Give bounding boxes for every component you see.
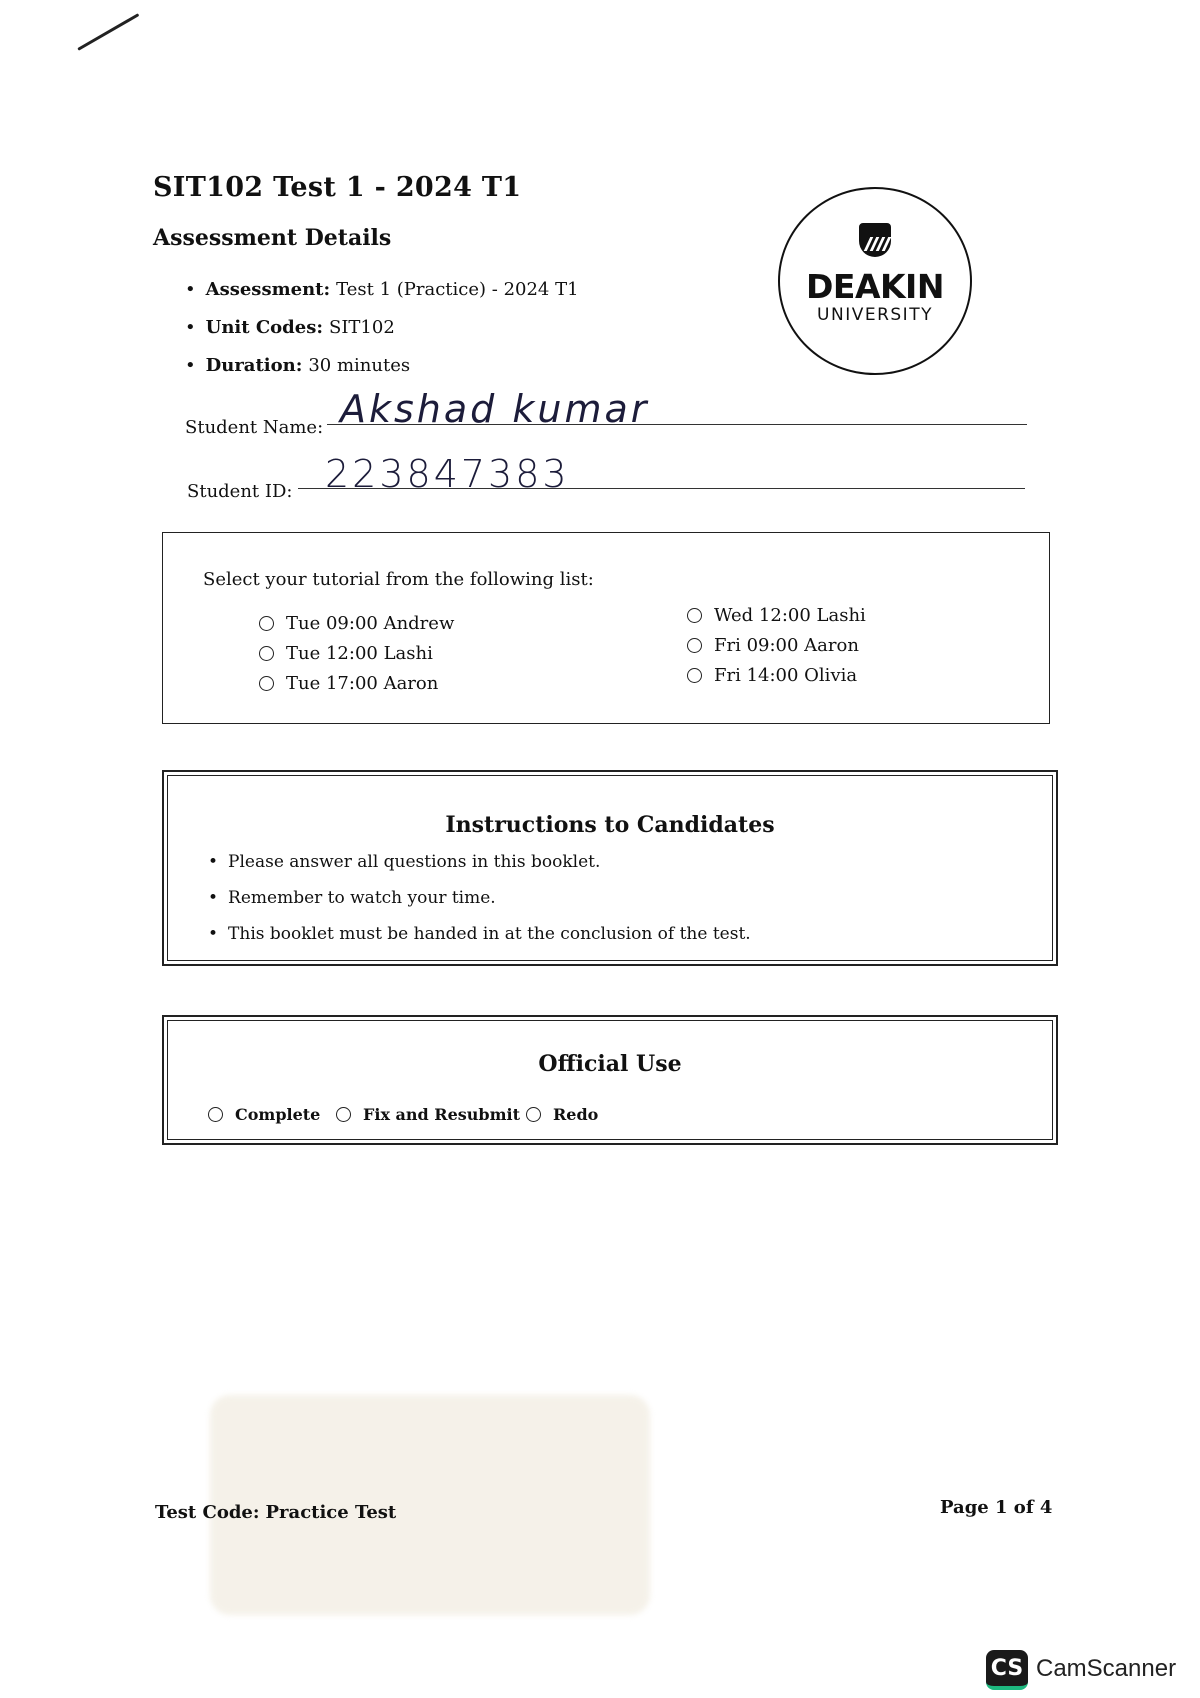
pen-mark: [77, 13, 139, 51]
page-number: Page 1 of 4: [940, 1497, 1053, 1518]
radio-circle-icon: [687, 668, 702, 683]
radio-circle-icon: [687, 638, 702, 653]
student-name-field[interactable]: Akshad kumar: [340, 387, 650, 431]
instructions-box: [162, 770, 1058, 966]
radio-circle-icon: [336, 1107, 351, 1122]
assessment-details-list: [185, 278, 579, 392]
radio-circle-icon: [259, 676, 274, 691]
student-id-field[interactable]: 223847383: [325, 452, 570, 496]
tutorial-option[interactable]: Tue 17:00 Aaron: [259, 673, 438, 694]
tutorial-prompt: Select your tutorial from the following list:: [203, 569, 594, 590]
tutorial-option[interactable]: Fri 14:00 Olivia: [687, 665, 857, 686]
instruction-item: • Please answer all questions in this booklet.: [208, 851, 751, 887]
official-option-fix-resubmit[interactable]: Fix and Resubmit: [336, 1105, 520, 1124]
test-code: Test Code: Practice Test: [155, 1502, 397, 1523]
tutorial-option[interactable]: Wed 12:00 Lashi: [687, 605, 866, 626]
official-use-title: Official Use: [538, 1051, 682, 1077]
official-use-box: [162, 1015, 1058, 1145]
detail-assessment: • Assessment: Test 1 (Practice) - 2024 T1: [185, 278, 579, 316]
detail-duration: • Duration: 30 minutes: [185, 354, 579, 392]
tutorial-option[interactable]: Tue 12:00 Lashi: [259, 643, 433, 664]
university-logo: [778, 187, 972, 375]
radio-circle-icon: [526, 1107, 541, 1122]
radio-circle-icon: [259, 646, 274, 661]
student-name-label: Student Name:: [185, 417, 324, 438]
radio-circle-icon: [208, 1107, 223, 1122]
tutorial-select-box: [162, 532, 1050, 724]
tutorial-option[interactable]: Fri 09:00 Aaron: [687, 635, 859, 656]
section-heading: Assessment Details: [153, 225, 392, 251]
camscanner-watermark: CamScanner: [1036, 1655, 1177, 1682]
radio-circle-icon: [687, 608, 702, 623]
instructions-list: [208, 851, 751, 959]
camscanner-logo-icon: CS: [986, 1650, 1028, 1690]
instruction-item: • This booklet must be handed in at the conclusion of the test.: [208, 923, 751, 959]
student-id-label: Student ID:: [187, 481, 293, 502]
official-option-redo[interactable]: Redo: [526, 1105, 598, 1124]
logo-wordmark: DEAKIN: [806, 267, 944, 306]
page-title: SIT102 Test 1 - 2024 T1: [153, 172, 522, 203]
official-option-complete[interactable]: Complete: [208, 1105, 320, 1124]
radio-circle-icon: [259, 616, 274, 631]
instructions-title: Instructions to Candidates: [445, 812, 775, 838]
shield-icon: [859, 223, 891, 257]
tutorial-option[interactable]: Tue 09:00 Andrew: [259, 613, 454, 634]
logo-subtext: UNIVERSITY: [817, 305, 933, 325]
instruction-item: • Remember to watch your time.: [208, 887, 751, 923]
detail-unit-codes: • Unit Codes: SIT102: [185, 316, 579, 354]
